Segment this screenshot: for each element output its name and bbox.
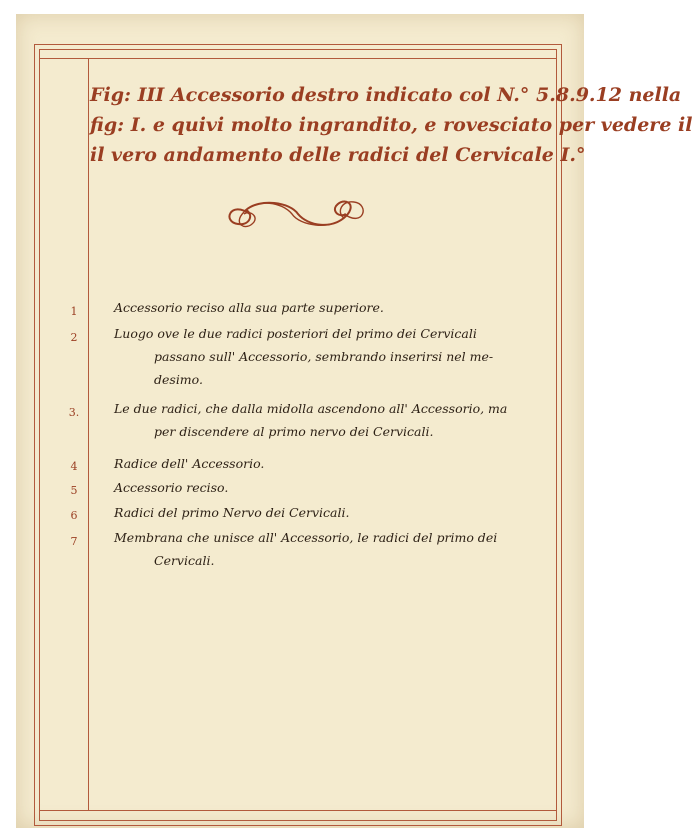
legend-number: 7 [70, 535, 78, 548]
heading-line-3: il vero andamento delle radici del Cervicale I.° [90, 144, 586, 166]
legend-text: desimo. [154, 372, 203, 387]
legend-entry [114, 526, 497, 572]
frame-rule-bottom [39, 810, 557, 811]
legend-text: Radici del primo Nervo dei Cervicali. [114, 505, 350, 520]
legend-number: 3. [68, 406, 80, 419]
figure-heading [90, 80, 692, 170]
legend-entry [114, 501, 349, 524]
legend-number: 5 [70, 484, 78, 497]
legend-text: Cervicali. [154, 553, 215, 568]
legend-number: 2 [70, 331, 78, 344]
legend-number: 1 [70, 305, 78, 318]
legend-entry [114, 476, 228, 499]
legend-text: Radice dell' Accessorio. [114, 456, 265, 471]
legend-text: Accessorio reciso alla sua parte superiore. [114, 300, 384, 315]
heading-line-2: fig: I. e quivi molto ingrandito, e rovesciato per vedere il [90, 114, 692, 136]
legend-text: per discendere al primo nervo dei Cervicali. [154, 424, 434, 439]
legend-number: 6 [70, 509, 78, 522]
legend-text: Le due radici, che dalla midolla ascendono all' Accessorio, ma [114, 401, 508, 416]
margin-rule [88, 58, 89, 810]
heading-line-1: Fig: III Accessorio destro indicato col N.° 5.8.9.12 nella [90, 84, 682, 106]
calligraphic-flourish [220, 192, 370, 236]
legend-text: passano sull' Accessorio, sembrando inserirsi nel me- [154, 349, 494, 364]
legend-text: Accessorio reciso. [114, 480, 229, 495]
legend-entry [114, 452, 264, 475]
legend-entry [114, 397, 507, 443]
legend-text: Membrana che unisce all' Accessorio, le radici del primo dei [114, 530, 498, 545]
legend-entry [114, 322, 493, 391]
frame-rule-top [39, 58, 557, 59]
legend-text: Luogo ove le due radici posteriori del primo dei Cervicali [114, 326, 477, 341]
legend-number: 4 [70, 460, 78, 473]
legend-entry [114, 296, 384, 319]
